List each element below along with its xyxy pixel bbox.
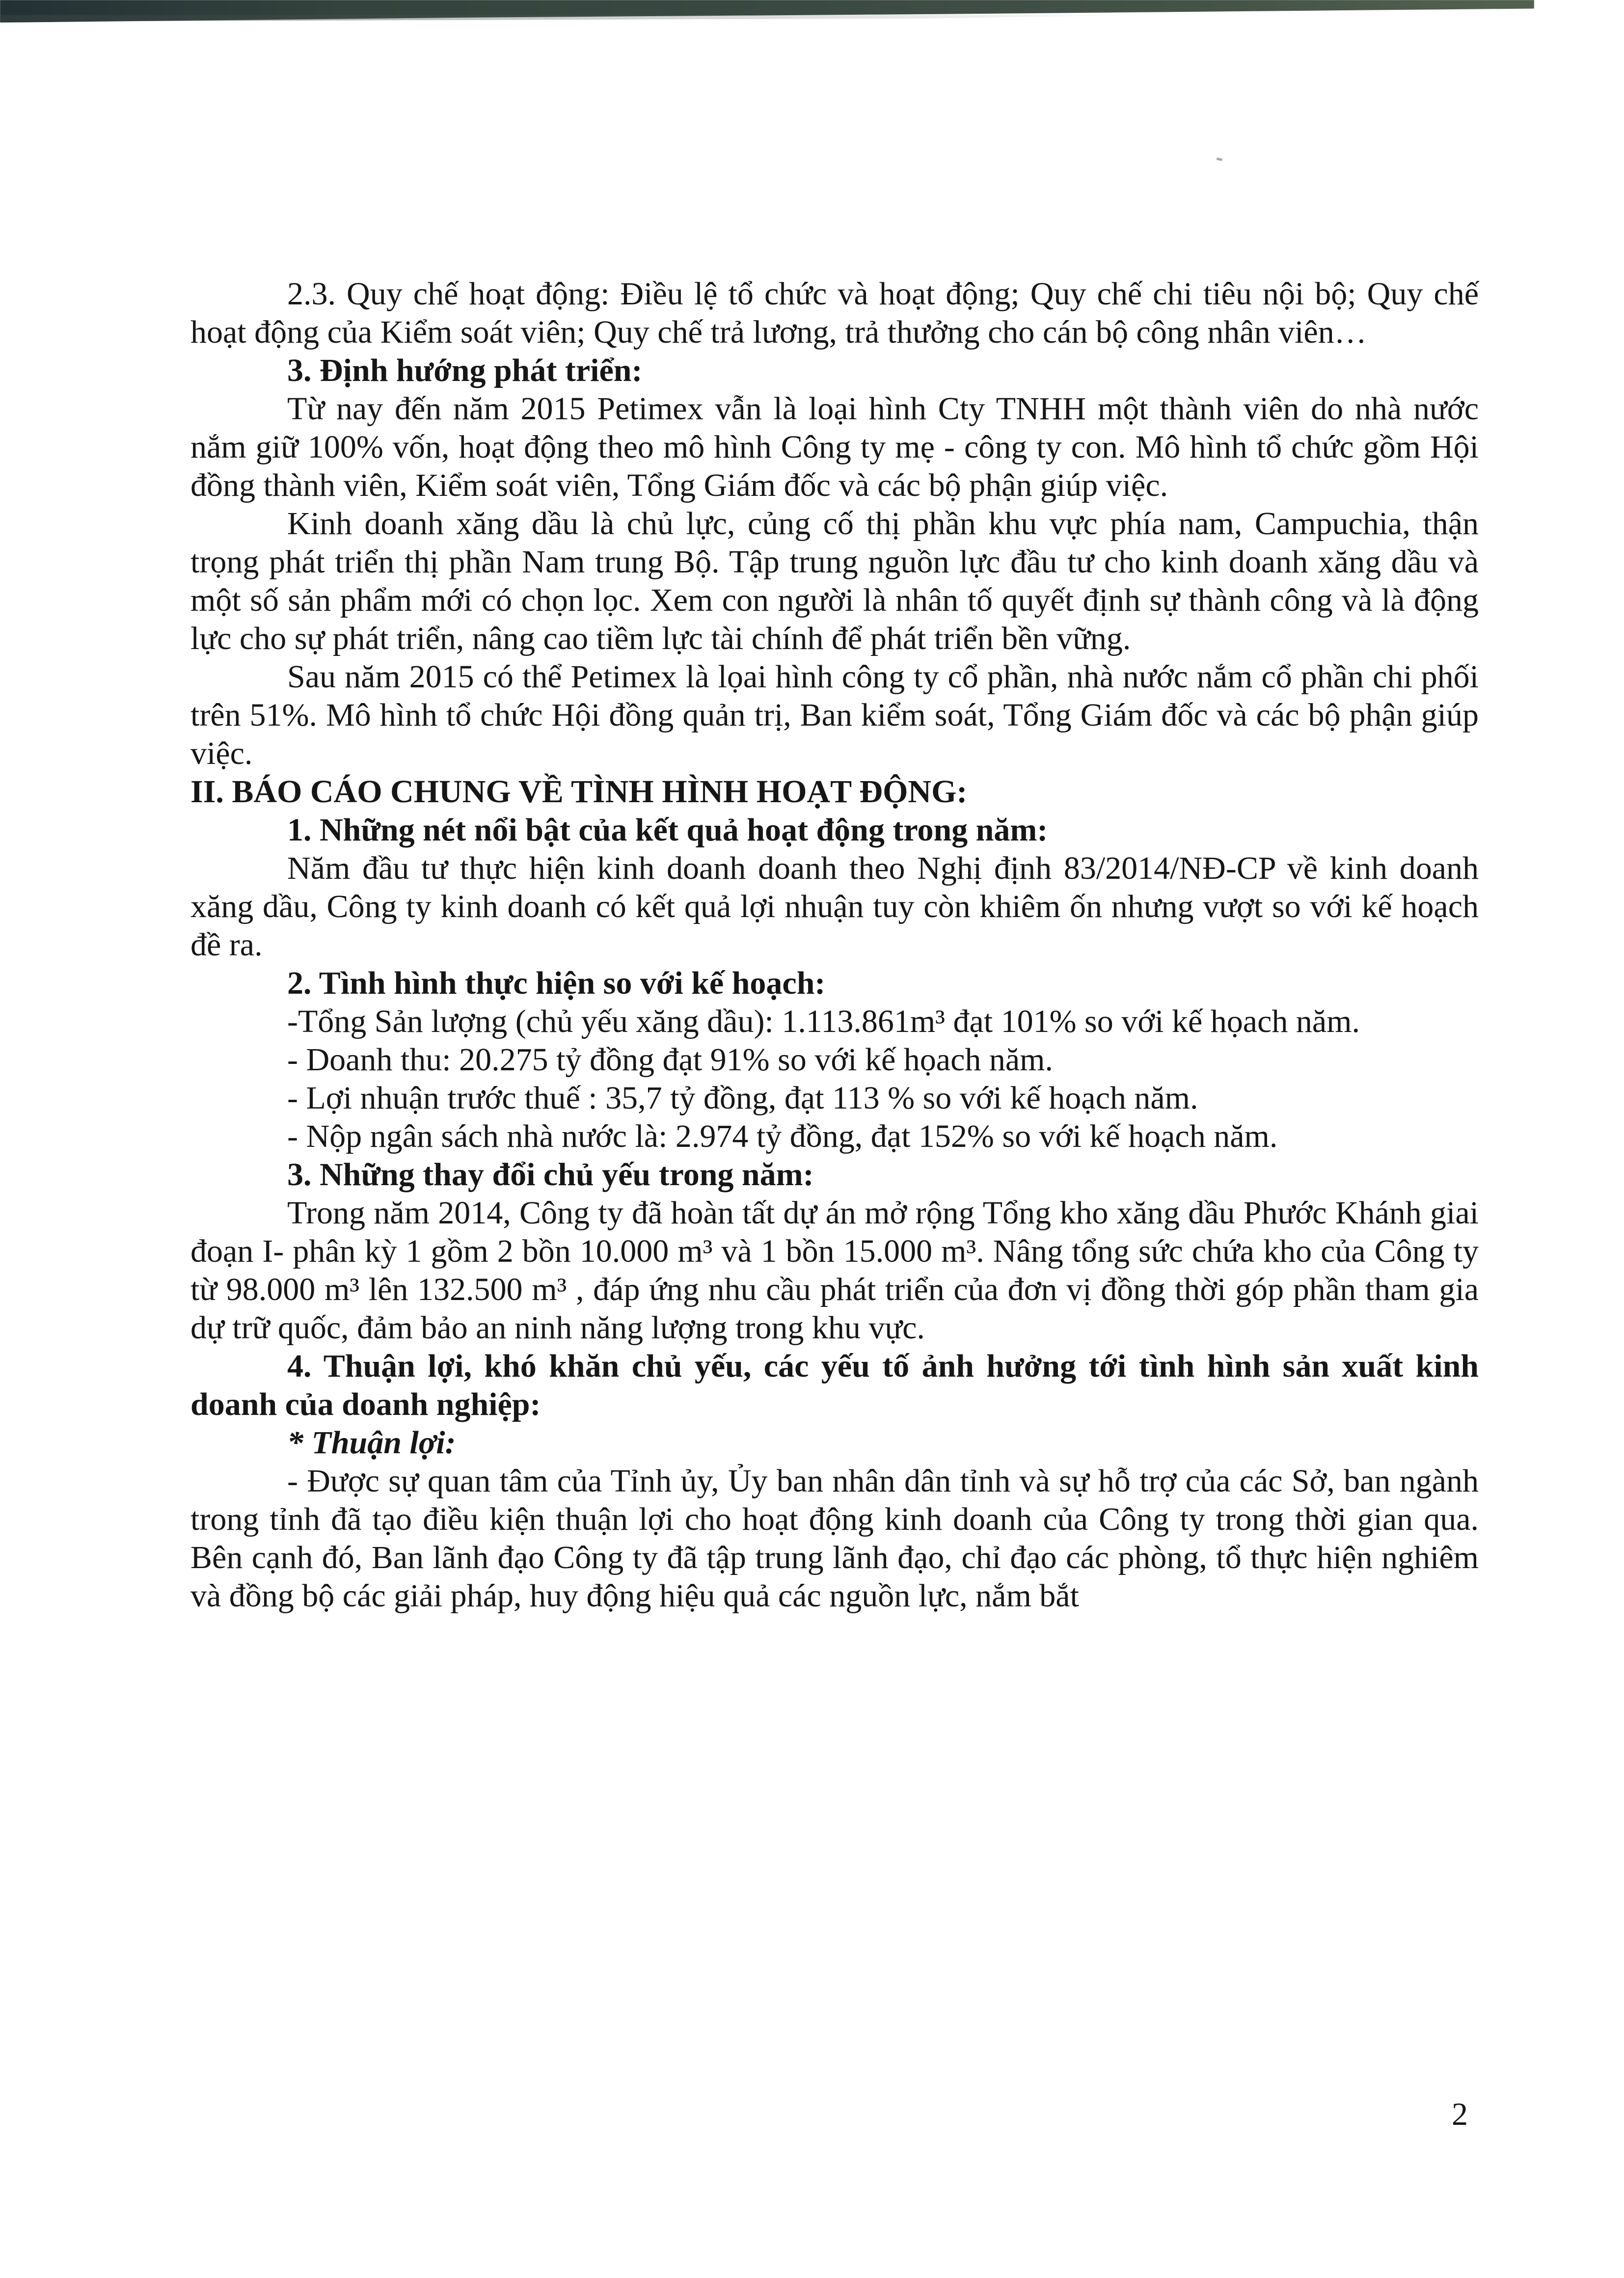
bullet-loi-nhuan-truoc-thue: - Lợi nhuận trước thuế : 35,7 tỷ đồng, đạt 113 % so với kế hoạch năm.	[287, 1080, 1198, 1116]
para-quy-che-hoat-dong: 2.3. Quy chế hoạt động: Điều lệ tổ chức và hoạt động; Quy chế chi tiêu nội bộ; Quy chế hoạt động của Kiểm soát viên; Quy chế trả lương, trả thưởng cho cán bộ công nhân viên…	[190, 276, 1479, 350]
page-number: 2	[1452, 2096, 1468, 2132]
para-duoc-su-quan-tam: - Được sự quan tâm của Tỉnh ủy, Ủy ban nhân dân tỉnh và sự hỗ trợ của các Sở, ban ngành trong tỉnh đã tạo điều kiện thuận lợi cho hoạt động kinh doanh của Công ty trong thời gian qua. Bên cạnh đó, Ban lãnh đạo Công ty đã tập trung lãnh đạo, chỉ đạo các phòng, tổ thực hiện nghiêm và đồng bộ các giải pháp, huy động hiệu quả các nguồn lực, nắm bắt	[190, 1463, 1479, 1614]
heading-nhung-thay-doi: 3. Những thay đổi chủ yếu trong năm:	[287, 1157, 814, 1193]
heading-dinh-huong-phat-trien: 3. Định hướng phát triển:	[287, 353, 643, 388]
heading-bao-cao-chung: II. BÁO CÁO CHUNG VỀ TÌNH HÌNH HOẠT ĐỘNG:	[190, 774, 968, 810]
bullet-tong-san-luong: -Tổng Sản lượng (chủ yếu xăng dầu): 1.113.861m³ đạt 101% so với kế họach năm.	[287, 1003, 1360, 1039]
bullet-doanh-thu: - Doanh thu: 20.275 tỷ đồng đạt 91% so với kế họach năm.	[287, 1042, 1053, 1078]
bullet-nop-ngan-sach: - Nộp ngân sách nhà nước là: 2.974 tỷ đồng, đạt 152% so với kế hoạch năm.	[287, 1118, 1278, 1154]
heading-tinh-hinh-thuc-hien: 2. Tình hình thực hiện so với kế hoạch:	[287, 965, 826, 1001]
scanner-artifact-band-shadow	[0, 15, 1178, 22]
para-trong-nam-2014: Trong năm 2014, Công ty đã hoàn tất dự án mở rộng Tổng kho xăng dầu Phước Khánh giai đoạn I- phân kỳ 1 gồm 2 bồn 10.000 m³ và 1 bồn 15.000 m³. Nâng tổng sức chứa kho của Công ty từ 98.000 m³ lên 132.500 m³ , đáp ứng nhu cầu phát triển của đơn vị đồng thời góp phần tham gia dự trữ quốc, đảm bảo an ninh năng lượng trong khu vực.	[190, 1195, 1479, 1346]
heading-nhung-net-noi-bat: 1. Những nét nổi bật của kết quả hoạt động trong năm:	[287, 812, 1048, 848]
scan-speck	[1217, 158, 1223, 161]
heading-thuan-loi-kho-khan: 4. Thuận lợi, khó khăn chủ yếu, các yếu tố ảnh hưởng tới tình hình sản xuất kinh doanh của doanh nghiệp:	[190, 1348, 1479, 1422]
para-nam-dau-tu: Năm đầu tư thực hiện kinh doanh doanh theo Nghị định 83/2014/NĐ-CP về kinh doanh xăng dầu, Công ty kinh doanh có kết quả lợi nhuận tuy còn khiêm ốn nhưng vượt so với kế hoạch đề ra.	[190, 850, 1479, 963]
para-kinh-doanh-xang-dau: Kinh doanh xăng dầu là chủ lực, củng cố thị phần khu vực phía nam, Campuchia, thận trọng phát triển thị phần Nam trung Bộ. Tập trung nguồn lực đầu tư cho kinh doanh xăng dầu và một số sản phẩm mới có chọn lọc. Xem con người là nhân tố quyết định sự thành công và là động lực cho sự phát triển, nâng cao tiềm lực tài chính để phát triển bền vững.	[190, 506, 1479, 656]
subheading-thuan-loi: * Thuận lợi:	[287, 1425, 456, 1461]
para-tu-nay-den-nam-2015: Từ nay đến năm 2015 Petimex vẫn là loại hình Cty TNHH một thành viên do nhà nước nắm giữ 100% vốn, hoạt động theo mô hình Công ty mẹ - công ty con. Mô hình tổ chức gồm Hội đồng thành viên, Kiểm soát viên, Tổng Giám đốc và các bộ phận giúp việc.	[190, 391, 1479, 503]
document-body	[190, 275, 1479, 1615]
para-sau-nam-2015: Sau năm 2015 có thể Petimex là lọai hình công ty cổ phần, nhà nước nắm cổ phần chi phối trên 51%. Mô hình tổ chức Hội đồng quản trị, Ban kiểm soát, Tổng Giám đốc và các bộ phận giúp việc.	[190, 659, 1479, 771]
